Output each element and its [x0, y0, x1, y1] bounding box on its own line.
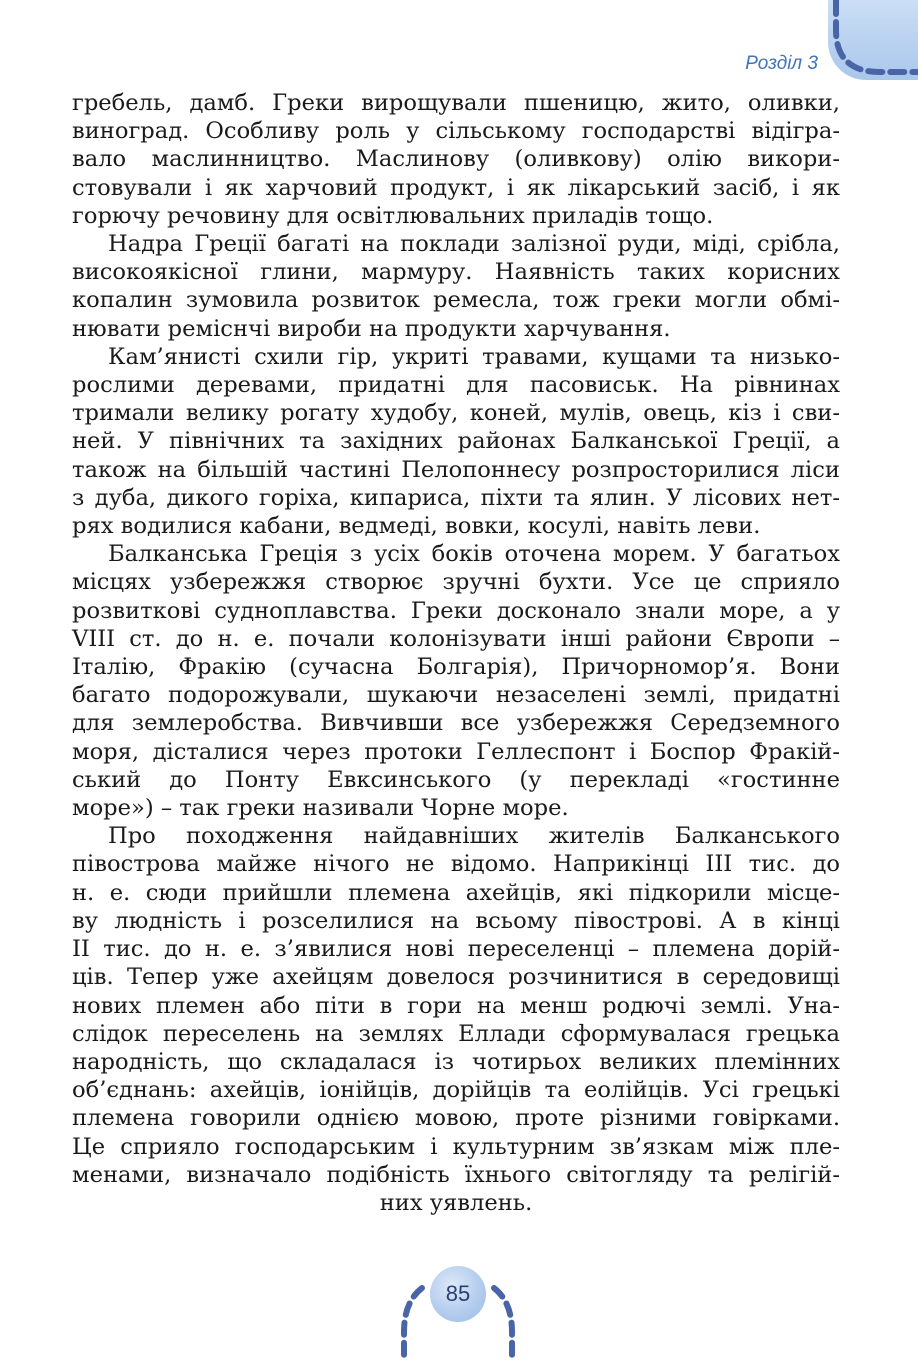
text-line: тримали велику рогату худобу, коней, мулів, овець, кіз і сви- [72, 400, 840, 427]
text-line: менами, визначало подібність їхнього світогляду та релігій- [72, 1161, 840, 1188]
text-line: гребель, дамб. Греки вирощували пшеницю, жито, оливки, [72, 90, 840, 116]
text-line: півострова майже нічого не відомо. Наприкінці ІІІ тис. до [72, 851, 840, 878]
text-line: стовували і як харчовий продукт, і як лікарський засіб, і як [72, 174, 840, 201]
text-line: Про походження найдавніших жителів Балканського [108, 823, 840, 850]
text-line: багато подорожували, шукаючи незаселені землі, придатні [72, 682, 840, 709]
text-line: слідок переселень на землях Еллади сформувалася грецька [72, 1020, 840, 1047]
text-line: ІІ тис. до н. е. з’явилися нові переселенці – племена дорій- [72, 936, 840, 963]
text-line: Італію, Фракію (сучасна Болгарія), Причорномор’я. Вони [72, 654, 840, 681]
page-number-badge [396, 1262, 520, 1360]
paragraph [72, 540, 840, 822]
text-line: також на більшій частині Пелопоннесу розпросторилися ліси [72, 456, 840, 483]
text-line: Надра Греції багаті на поклади залізної руди, міді, срібла, [108, 231, 840, 258]
text-line: ву людність і розселилися на всьому півострові. А в кінці [72, 907, 840, 934]
text-line: племена говорили однією мовою, проте різними говірками. [72, 1105, 840, 1132]
paragraph [72, 89, 840, 230]
text-line: Кам’янисті схили гір, укриті травами, кущами та низько- [108, 343, 840, 370]
text-line: ней. У північних та західних районах Балканської Греції, а [72, 428, 840, 455]
text-line: ців. Тепер уже ахейцям довелося розчинитися в середовищі [72, 964, 840, 991]
text-line: рослими деревами, придатні для пасовиськ. На рівнинах [72, 372, 840, 399]
text-line: вало маслинництво. Маслинову (оливкову) олію викори- [72, 146, 840, 173]
text-line: море») – так греки називали Чорне море. [72, 795, 569, 822]
text-line: ський до Понту Евксинського (у перекладі «гостинне [72, 766, 840, 793]
text-line: народність, що складалася із чотирьох великих племінних [72, 1048, 840, 1075]
page-number: 85 [430, 1266, 486, 1322]
paragraph [72, 822, 840, 1217]
text-line: Це сприяло господарським і культурним зв’язкам між пле- [72, 1133, 840, 1160]
text-line: моря, дісталися через протоки Геллеспонт і Боспор Фракій- [72, 738, 840, 765]
text-line: рях водилися кабани, ведмеді, вовки, косулі, навіть леви. [72, 513, 761, 540]
text-line: них уявлень. [379, 1189, 533, 1216]
text-line: з дуба, дикого горіха, кипариса, піхти та ялин. У лісових нет- [72, 484, 840, 511]
text-line: нювати реміснчі вироби на продукти харчування. [72, 315, 671, 342]
text-line: розвиткові судноплавства. Греки досконало знали море, а у [72, 597, 840, 624]
body-text [72, 89, 840, 1217]
text-line: об’єднань: ахейців, іонійців, дорійців та еолійців. Усі грецькі [72, 1077, 840, 1104]
text-line: для землеробства. Вивчивши все узбережжя Середземного [72, 710, 840, 737]
chapter-label: Розділ 3 [745, 53, 818, 74]
corner-dashed-arc-decoration [830, 0, 918, 82]
paragraph [72, 230, 840, 343]
text-line: нових племен або піти в гори на менш родючі землі. Уна- [72, 992, 840, 1019]
text-line: VIII ст. до н. е. почали колонізувати інші райони Європи – [72, 625, 840, 652]
text-line: Балканська Греція з усіх боків оточена морем. У багатьох [108, 541, 840, 568]
paragraph [72, 343, 840, 540]
text-line: виноград. Особливу роль у сільському господарстві відігра- [72, 118, 840, 145]
text-line: копалин зумовила розвиток ремесла, тож греки могли обмі- [72, 287, 840, 314]
text-line: місцях узбережжя створює зручні бухти. Усе це сприяло [72, 569, 840, 596]
text-line: горючу речовину для освітлювальних приладів тощо. [72, 202, 714, 229]
text-line: високоякісної глини, мармуру. Наявність таких корисних [72, 259, 840, 286]
text-line: н. е. сюди прийшли племена ахейців, які підкорили місце- [72, 879, 840, 906]
